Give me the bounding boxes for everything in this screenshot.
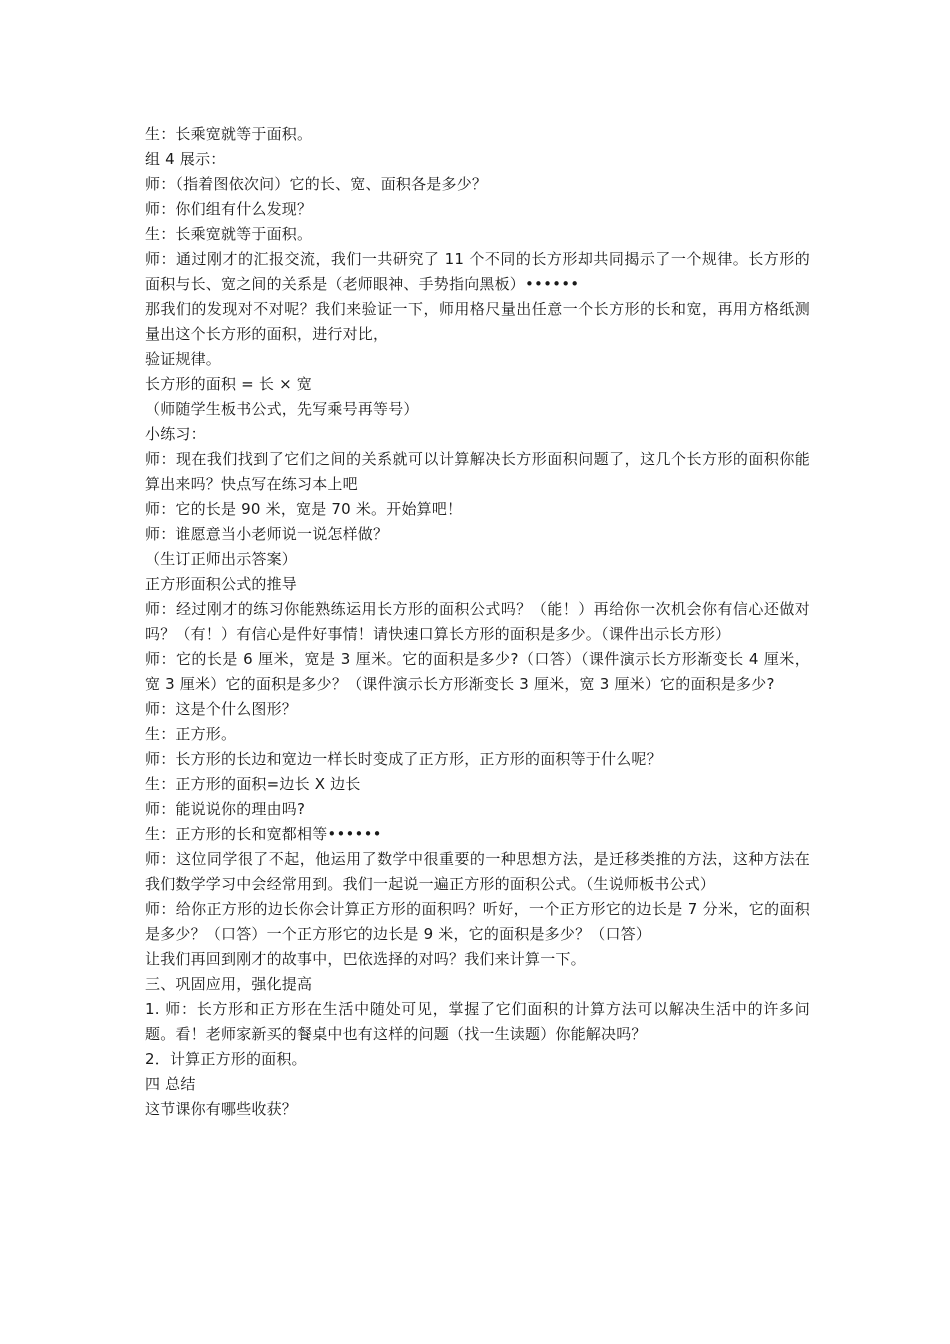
- paragraph: 师：这位同学很了不起，他运用了数学中很重要的一种思想方法，是迁移类推的方法，这种方法在我们数学学习中会经常用到。我们一起说一遍正方形的面积公式。（生说师板书公式）: [145, 850, 810, 893]
- paragraph: 师：（指着图依次问）它的长、宽、面积各是多少？: [145, 175, 488, 193]
- paragraph: 师：通过刚才的汇报交流，我们一共研究了 11 个不同的长方形却共同揭示了一个规律。长方形的面积与长、宽之间的关系是（老师眼神、手势指向黑板）••••••: [145, 250, 810, 293]
- paragraph: 验证规律。: [145, 350, 222, 368]
- section-heading: 四 总结: [145, 1075, 196, 1093]
- paragraph: 生：正方形。: [145, 725, 237, 743]
- paragraph: 让我们再回到刚才的故事中，巴依选择的对吗？我们来计算一下。: [145, 950, 586, 968]
- section-heading: 正方形面积公式的推导: [145, 575, 298, 593]
- paragraph: 师：你们组有什么发现？: [145, 200, 313, 218]
- paragraph: 生：正方形的长和宽都相等••••••: [145, 825, 382, 843]
- paragraph: 生：长乘宽就等于面积。: [145, 125, 313, 143]
- paragraph: 师：它的长是 6 厘米，宽是 3 厘米。它的面积是多少?（口答）（课件演示长方形渐变长 4 厘米，宽 3 厘米）它的面积是多少？（课件演示长方形渐变长 3 厘米，宽 3 厘米）它的面积是多少?: [145, 650, 810, 693]
- paragraph: （生订正师出示答案）: [145, 550, 298, 568]
- document-body: [145, 122, 810, 1122]
- paragraph: 生：长乘宽就等于面积。: [145, 225, 313, 243]
- formula-line: 长方形的面积 = 长 × 宽: [145, 375, 313, 393]
- paragraph: （师随学生板书公式，先写乘号再等号）: [145, 400, 419, 418]
- paragraph: 师：长方形的长边和宽边一样长时变成了正方形，正方形的面积等于什么呢？: [145, 750, 662, 768]
- paragraph: 师：它的长是 90 米，宽是 70 米。开始算吧！: [145, 500, 463, 518]
- paragraph: 师：现在我们找到了它们之间的关系就可以计算解决长方形面积问题了，这几个长方形的面积你能算出来吗？快点写在练习本上吧: [145, 450, 810, 493]
- paragraph: 师：经过刚才的练习你能熟练运用长方形的面积公式吗？（能！）再给你一次机会你有信心还做对吗？（有！）有信心是件好事情！请快速口算长方形的面积是多少。（课件出示长方形）: [145, 600, 810, 643]
- paragraph: 组 4 展示：: [145, 150, 226, 168]
- paragraph: 那我们的发现对不对呢？我们来验证一下，师用格尺量出任意一个长方形的长和宽，再用方格纸测量出这个长方形的面积，进行对比，: [145, 300, 810, 343]
- section-label: 小练习：: [145, 425, 206, 443]
- paragraph: 师：给你正方形的边长你会计算正方形的面积吗？听好，一个正方形它的边长是 7 分米，它的面积是多少？（口答）一个正方形它的边长是 9 米，它的面积是多少？（口答）: [145, 900, 810, 943]
- list-item: 1. 师：长方形和正方形在生活中随处可见，掌握了它们面积的计算方法可以解决生活中的许多问题。看！老师家新买的餐桌中也有这样的问题（找一生读题）你能解决吗？: [145, 1000, 810, 1043]
- paragraph: 师：谁愿意当小老师说一说怎样做？: [145, 525, 389, 543]
- paragraph: 师：能说说你的理由吗?: [145, 800, 306, 818]
- paragraph: 生：正方形的面积=边长 X 边长: [145, 775, 361, 793]
- paragraph: 这节课你有哪些收获？: [145, 1100, 298, 1118]
- list-item: 2．计算正方形的面积。: [145, 1050, 307, 1068]
- paragraph: 师：这是个什么图形？: [145, 700, 298, 718]
- section-heading: 三、巩固应用，强化提高: [145, 975, 313, 993]
